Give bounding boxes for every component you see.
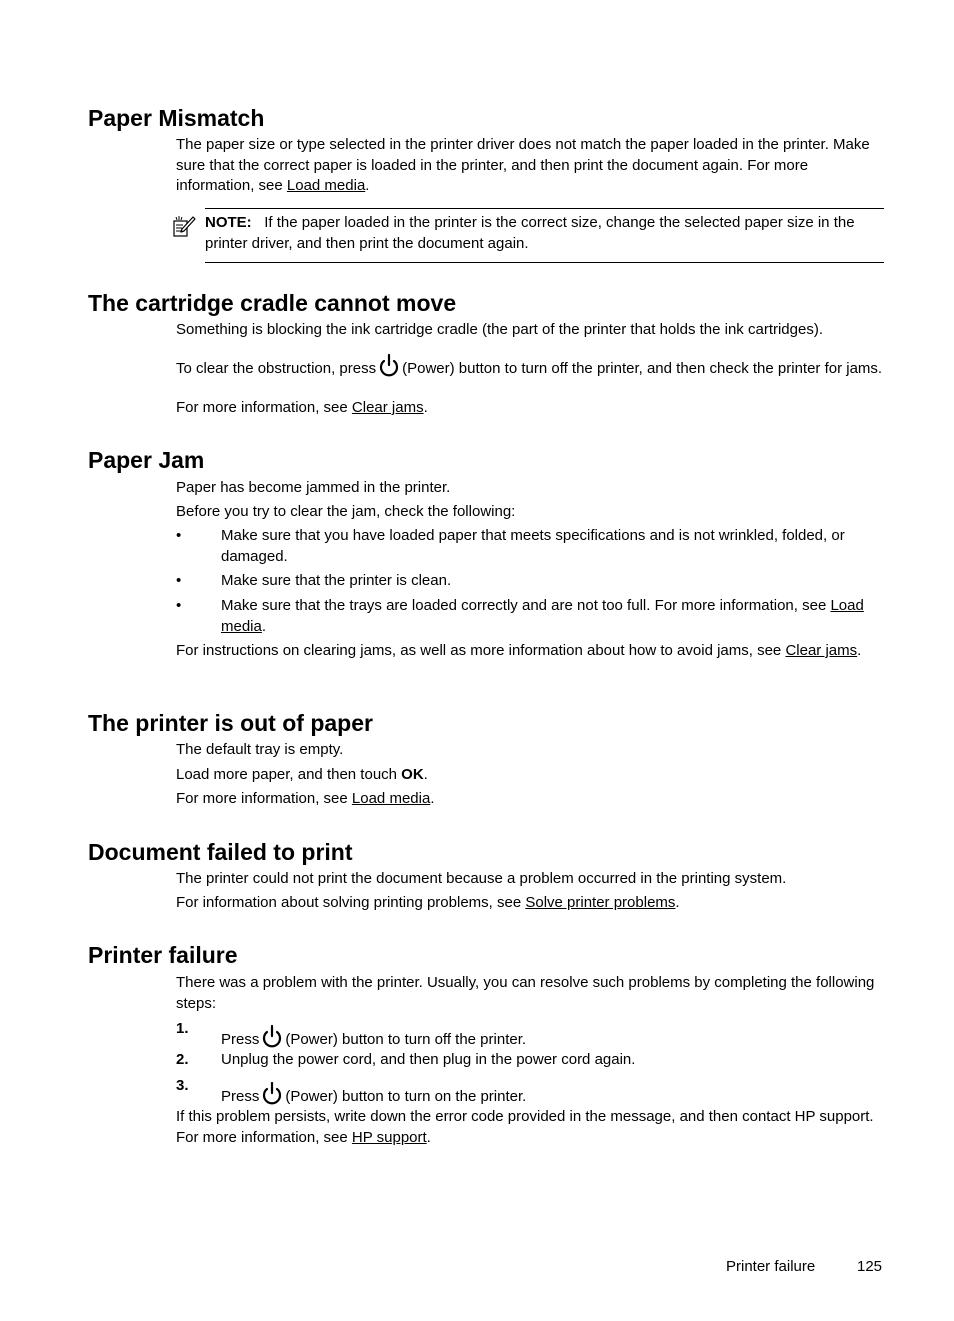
bullet-marker: • [176, 597, 182, 614]
period: . [423, 766, 428, 783]
bullet-3-text: Make sure that the trays are loaded correctly and are not too full. For more information, see [221, 597, 831, 614]
load-media-link[interactable]: Load media [351, 790, 431, 807]
cradle-press-text: To clear the obstruction, press [176, 360, 377, 377]
load-media-link[interactable]: Load media [221, 597, 864, 635]
solve-printer-problems-link[interactable]: Solve printer problems [525, 894, 676, 911]
note-label: NOTE: [205, 214, 252, 231]
clear-jams-link[interactable]: Clear jams [351, 399, 424, 416]
step-3 [221, 1081, 888, 1108]
ok-label: OK [401, 766, 424, 783]
paper-mismatch-paragraph [176, 135, 888, 197]
load-more-text: Load more paper, and then touch [176, 766, 402, 783]
out-of-paper-paragraph-3 [176, 789, 888, 810]
step-2: Unplug the power cord, and then plug in the power cord again. [221, 1051, 636, 1068]
doc-failed-paragraph-1: The printer could not print the document because a problem occurred in the printing system. [176, 870, 787, 887]
power-icon [261, 1024, 283, 1050]
period: . [365, 177, 370, 194]
persist-text: If this problem persists, write down the error code provided in the message, and then contact HP support. For more information, see [176, 1108, 874, 1146]
footer-page-number: 125 [857, 1258, 883, 1275]
step-1-text: (Power) button to turn off the printer. [285, 1031, 527, 1048]
cradle-paragraph-2 [176, 353, 888, 380]
hp-support-link[interactable]: HP support [351, 1128, 427, 1146]
footer-section-name: Printer failure [726, 1258, 816, 1275]
bullet-item-3 [221, 596, 888, 637]
step-number-3: 3. [176, 1077, 189, 1094]
clear-jams-link[interactable]: Clear jams [785, 642, 858, 659]
heading-cartridge-cradle: The cartridge cradle cannot move [88, 290, 457, 316]
paper-jam-instructions: For instructions on clearing jams, as well as more information about how to avoid jams, see [176, 642, 786, 659]
period: . [426, 1128, 431, 1146]
period: . [261, 617, 267, 635]
cradle-power-text: (Power) button to turn off the printer, and then check the printer for jams. [402, 360, 883, 377]
bullet-item-2: Make sure that the printer is clean. [221, 572, 452, 589]
paper-jam-paragraph-3 [176, 641, 888, 662]
printer-failure-paragraph-2 [176, 1107, 888, 1148]
power-icon [378, 353, 400, 379]
cradle-paragraph-3 [176, 398, 888, 419]
step-number-1: 1. [176, 1020, 189, 1037]
cradle-more-info: For more information, see [176, 399, 352, 416]
heading-document-failed: Document failed to print [88, 839, 353, 865]
note-top-rule [205, 208, 884, 209]
note-pencil-icon [172, 215, 196, 239]
period: . [675, 894, 680, 911]
out-of-paper-paragraph-1: The default tray is empty. [176, 741, 344, 758]
power-icon [261, 1081, 283, 1107]
cradle-paragraph-1: Something is blocking the ink cartridge cradle (the part of the printer that holds the ink cartridges). [176, 321, 823, 338]
doc-failed-paragraph-2 [176, 893, 888, 914]
step-1-press: Press [221, 1031, 260, 1048]
bullet-marker: • [176, 572, 182, 589]
step-3-press: Press [221, 1088, 260, 1105]
step-number-2: 2. [176, 1051, 189, 1068]
paper-jam-paragraph-2: Before you try to clear the jam, check the following: [176, 503, 516, 520]
period: . [857, 642, 862, 659]
heading-out-of-paper: The printer is out of paper [88, 710, 373, 736]
solve-info-text: For information about solving printing problems, see [176, 894, 526, 911]
heading-paper-jam: Paper Jam [88, 447, 205, 473]
period: . [423, 399, 428, 416]
heading-paper-mismatch: Paper Mismatch [88, 105, 265, 131]
step-3-text: (Power) button to turn on the printer. [285, 1088, 527, 1105]
note-text: If the paper loaded in the printer is the correct size, change the selected paper size in the printer driver, and then print the document again. [205, 214, 855, 252]
paper-jam-paragraph-1: Paper has become jammed in the printer. [176, 479, 451, 496]
paper-mismatch-text: The paper size or type selected in the printer driver does not match the paper loaded in the printer. Make sure that the correct paper is loaded in the printer, and then print the document again. For more information, see [176, 136, 870, 194]
bullet-marker: • [176, 527, 182, 544]
note-bottom-rule [205, 262, 884, 263]
period: . [430, 790, 435, 807]
step-1 [221, 1024, 888, 1051]
heading-printer-failure: Printer failure [88, 942, 238, 968]
note-paragraph [205, 213, 881, 254]
load-media-link[interactable]: Load media [286, 177, 366, 194]
out-of-paper-paragraph-2 [176, 765, 888, 786]
printer-failure-paragraph-1: There was a problem with the printer. Usually, you can resolve such problems by completing the following steps: [176, 974, 875, 1012]
more-info-text: For more information, see [176, 790, 352, 807]
bullet-item-1: Make sure that you have loaded paper that meets specifications and is not wrinkled, folded, or damaged. [221, 527, 845, 565]
